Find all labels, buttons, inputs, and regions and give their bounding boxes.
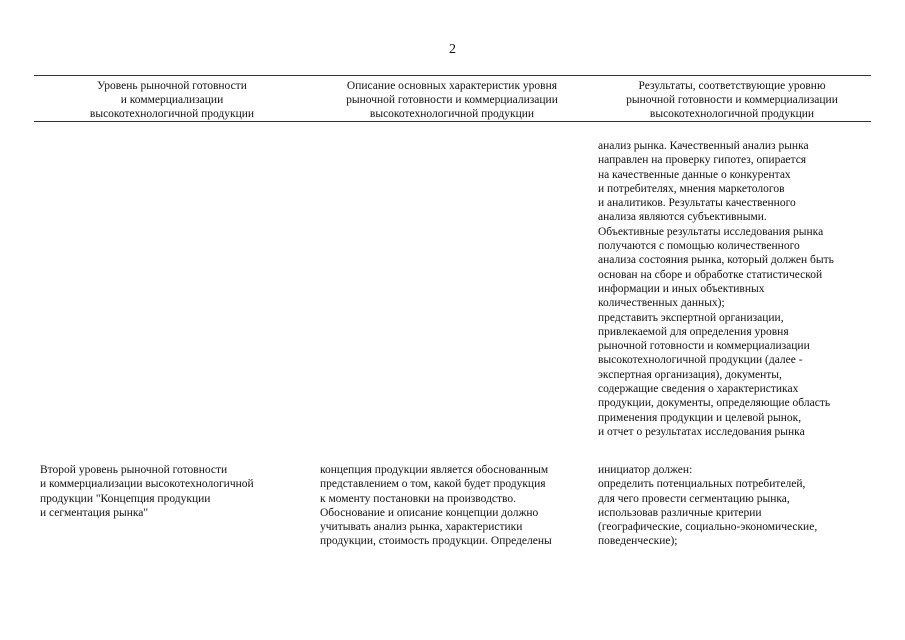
text-line: применения продукции и целевой рынок,: [598, 411, 802, 424]
table-header-bottom-rule: [34, 121, 871, 122]
text-line: использовав различные критерии: [598, 506, 762, 519]
text-line: Второй уровень рыночной готовности: [40, 464, 228, 476]
text-line: и коммерциализации высокотехнологичной: [40, 478, 254, 491]
text-line: концепция продукции является обоснованным: [320, 464, 549, 476]
header-line: высокотехнологичной продукции: [649, 108, 815, 120]
text-line: направлен на проверку гипотез, опирается: [598, 154, 807, 167]
header-cell-description: [314, 79, 590, 121]
text-line: Обоснование и описание концепции должно: [320, 506, 539, 519]
text-line: на качественные данные о конкурентах: [598, 168, 791, 181]
second-description-cell: [320, 463, 552, 549]
header-line: рыночной готовности и коммерциализации: [626, 94, 838, 106]
text-line: количественных данных);: [598, 297, 725, 310]
text-line: продукции "Концепция продукции: [40, 492, 211, 505]
header-line: высокотехнологичной продукции: [89, 108, 255, 120]
text-line: к моменту постановки на производство.: [320, 492, 517, 505]
text-line: учитывать анализ рынка, характеристики: [320, 521, 523, 534]
text-line: (географические, социально-экономические,: [598, 521, 818, 534]
text-line: получаются с помощью количественного: [598, 240, 800, 253]
text-line: и сегментация рынка": [40, 506, 149, 519]
text-line: анализа состояния рынка, который должен быть: [598, 254, 834, 267]
text-line: продукции, стоимость продукции. Определены: [320, 535, 552, 548]
text-line: информации и иных объективных: [598, 282, 765, 295]
text-line: привлекаемой для определения уровня: [598, 325, 789, 338]
text-line: Объективные результаты исследования рынка: [598, 225, 824, 238]
header-line: высокотехнологичной продукции: [369, 108, 535, 120]
header-line: и коммерциализации: [120, 94, 224, 106]
text-line: инициатор должен:: [598, 464, 693, 476]
text-line: определить потенциальных потребителей,: [598, 478, 806, 491]
header-line: Уровень рыночной готовности: [97, 80, 247, 92]
text-line: основан на сборе и обработке статистической: [598, 268, 823, 281]
text-line: представить экспертной организации,: [598, 311, 784, 324]
text-line: поведенческие);: [598, 535, 678, 548]
continued-results-cell: [598, 139, 834, 439]
text-line: анализа являются субъективными.: [598, 211, 767, 224]
text-line: и потребителях, мнения маркетологов: [598, 182, 785, 195]
second-results-cell: [598, 463, 817, 549]
second-level-cell: [40, 463, 254, 520]
text-line: экспертная организация), документы,: [598, 368, 782, 381]
header-cell-results: [594, 79, 870, 121]
text-line: и аналитиков. Результаты качественного: [598, 197, 796, 210]
page-number: 2: [449, 42, 456, 57]
text-line: для чего провести сегментацию рынка,: [598, 492, 790, 505]
text-line: рыночной готовности и коммерциализации: [598, 340, 810, 353]
text-line: анализ рынка. Качественный анализ рынка: [598, 140, 809, 152]
header-line: Описание основных характеристик уровня: [346, 80, 558, 92]
table-top-rule: [34, 75, 871, 76]
text-line: содержащие сведения о характеристиках: [598, 383, 799, 396]
header-cell-level: [34, 79, 310, 121]
text-line: продукции, документы, определяющие область: [598, 397, 831, 410]
text-line: высокотехнологичной продукции (далее -: [598, 354, 803, 367]
text-line: и отчет о результатах исследования рынка: [598, 425, 805, 438]
header-line: рыночной готовности и коммерциализации: [346, 94, 558, 106]
header-line: Результаты, соответствующие уровню: [638, 80, 826, 92]
text-line: представлением о том, какой будет продукция: [320, 478, 546, 491]
